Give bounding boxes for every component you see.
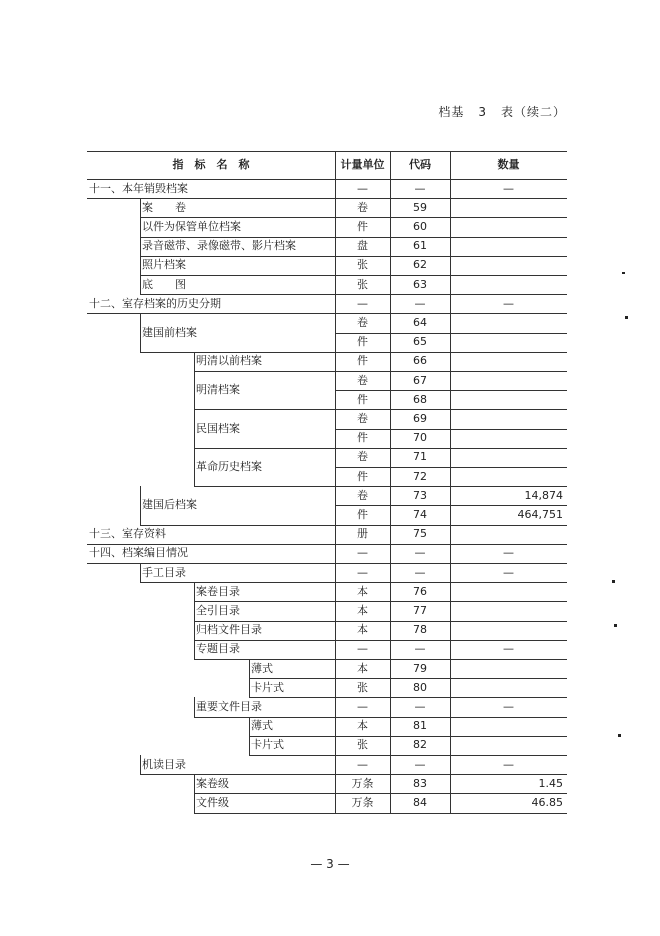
row-qty: — [503, 757, 514, 771]
row-code: 80 [413, 680, 427, 694]
row-code: 71 [413, 450, 427, 464]
row-qty: — [503, 181, 514, 195]
row-label: 归档文件目录 [196, 623, 262, 637]
row-label: 明清以前档案 [196, 354, 262, 368]
form-code-suffix: 表（续二） [500, 105, 566, 119]
row-unit: — [357, 546, 368, 560]
indent-rule [194, 601, 195, 620]
table-rule [450, 467, 451, 486]
indent-rule [194, 640, 195, 659]
indent-rule [140, 755, 141, 774]
row-label: 专题目录 [196, 642, 240, 656]
col-header-qty: 数量 [497, 158, 520, 171]
indent-rule [140, 505, 141, 524]
row-unit: 册 [357, 527, 368, 541]
row-rule [249, 697, 567, 698]
table-rule [450, 217, 451, 236]
row-rule [140, 582, 567, 583]
page-number: — 3 — [310, 857, 350, 871]
col-header-indicator: 指 标 名 称 [172, 158, 250, 171]
scan-speck [618, 734, 621, 737]
indent-rule [249, 717, 250, 736]
row-qty: 464,751 [517, 508, 563, 521]
indent-rule [194, 409, 195, 428]
row-label: 十四、档案编目情况 [89, 546, 188, 560]
table-rule [450, 151, 451, 179]
row-rule [194, 371, 567, 372]
table-rule [450, 333, 451, 352]
row-rule [194, 409, 567, 410]
table-rule [450, 198, 451, 217]
indent-rule [194, 621, 195, 640]
row-code: 79 [413, 661, 427, 675]
row-unit: 卷 [357, 488, 368, 502]
row-label: 以件为保管单位档案 [142, 220, 241, 233]
row-code: 63 [413, 277, 427, 291]
col-header-unit: 计量单位 [340, 158, 385, 171]
table-rule [450, 659, 451, 678]
row-unit: 本 [357, 719, 368, 733]
indent-rule [140, 313, 141, 332]
row-code: 64 [413, 316, 427, 329]
indent-rule [140, 486, 141, 505]
table-rule [450, 717, 451, 736]
indent-rule [194, 697, 195, 716]
row-code: — [414, 565, 426, 579]
row-rule [87, 563, 567, 564]
row-unit: 卷 [357, 412, 368, 425]
indent-rule [249, 736, 250, 755]
indent-rule [140, 275, 141, 294]
row-label: 十三、室存资料 [89, 527, 166, 541]
row-unit: 张 [357, 277, 368, 291]
row-unit: 卷 [357, 450, 368, 464]
indent-rule [194, 448, 195, 467]
row-rule [194, 813, 567, 814]
scan-speck [612, 580, 615, 583]
row-unit: — [357, 181, 368, 195]
row-code: 75 [413, 527, 427, 541]
row-rule [335, 505, 567, 506]
table-rule [450, 448, 451, 467]
row-rule [194, 448, 567, 449]
row-code: 78 [413, 623, 427, 637]
table-rule [450, 237, 451, 256]
row-code: 81 [413, 719, 427, 733]
row-rule [194, 486, 567, 487]
row-code: 70 [413, 431, 427, 445]
form-code-number: 3 [478, 105, 487, 119]
row-rule [140, 774, 567, 775]
table-rule [450, 371, 451, 390]
row-qty: — [503, 546, 514, 560]
table-top-rule [87, 151, 567, 152]
indent-rule [140, 563, 141, 582]
indent-rule [140, 333, 141, 352]
row-unit: — [357, 565, 368, 579]
row-unit: 张 [357, 738, 368, 752]
row-code: 77 [413, 604, 427, 617]
row-unit: 本 [357, 584, 368, 598]
indent-rule [194, 582, 195, 601]
indent-rule [140, 217, 141, 236]
row-rule [87, 313, 567, 314]
row-label: 民国档案 [196, 421, 240, 435]
indent-rule [194, 371, 195, 390]
row-rule [140, 256, 567, 257]
table-rule [450, 256, 451, 275]
row-rule [335, 390, 567, 391]
table-rule [450, 409, 451, 428]
row-label: 文件级 [196, 796, 229, 809]
row-rule [335, 467, 567, 468]
row-label: 照片档案 [142, 258, 186, 272]
row-qty: — [503, 642, 514, 656]
indent-rule [194, 467, 195, 486]
row-unit: — [357, 642, 368, 656]
row-code: — [414, 546, 426, 560]
row-unit: 本 [357, 623, 368, 637]
row-unit: — [357, 296, 368, 310]
col-header-code: 代码 [409, 158, 431, 171]
row-code: 61 [413, 239, 427, 253]
row-rule [87, 198, 567, 199]
row-qty: — [503, 700, 514, 713]
row-unit: 本 [357, 661, 368, 675]
row-unit: 本 [357, 604, 368, 617]
row-code: 67 [413, 373, 427, 387]
row-unit: 件 [357, 335, 368, 349]
row-unit: 盘 [357, 239, 368, 253]
row-label: 手工目录 [142, 565, 186, 579]
indent-rule [249, 678, 250, 697]
row-code: 73 [413, 488, 427, 502]
row-qty: 46.85 [531, 796, 563, 809]
row-label: 全引目录 [196, 604, 240, 617]
row-unit: — [357, 700, 368, 713]
row-unit: 万条 [351, 796, 374, 809]
row-qty: 1.45 [538, 776, 563, 790]
row-rule [335, 333, 567, 334]
row-unit: 件 [357, 469, 368, 483]
row-rule [249, 678, 567, 679]
row-code: — [414, 757, 426, 771]
row-label: 薄式 [251, 719, 273, 733]
row-label: 卡片式 [251, 680, 284, 694]
row-label: 机读目录 [142, 757, 186, 771]
row-rule [140, 275, 567, 276]
row-code: — [414, 181, 426, 195]
indent-rule [194, 793, 195, 812]
row-unit: 万条 [351, 776, 374, 790]
row-label: 革命历史档案 [196, 460, 262, 473]
row-rule [140, 525, 567, 526]
form-header [424, 103, 566, 120]
row-rule [140, 217, 567, 218]
row-label: 底 图 [142, 277, 186, 291]
row-rule [249, 736, 567, 737]
indent-rule [194, 774, 195, 793]
table-rule [450, 390, 451, 409]
row-code: 66 [413, 354, 427, 368]
row-code: 72 [413, 469, 427, 483]
row-rule [140, 294, 567, 295]
table-rule [450, 621, 451, 640]
row-code: 76 [413, 584, 427, 598]
row-code: — [414, 700, 426, 713]
header-bottom-rule [87, 179, 567, 180]
row-code: 60 [413, 220, 427, 233]
row-unit: 张 [357, 258, 368, 272]
row-label: 案卷级 [196, 776, 229, 790]
row-rule [335, 429, 567, 430]
row-label: 卡片式 [251, 738, 284, 752]
indent-rule [194, 352, 195, 371]
row-unit: 件 [357, 431, 368, 445]
row-code: 68 [413, 392, 427, 406]
row-unit: 件 [357, 508, 368, 521]
row-code: 74 [413, 508, 427, 521]
row-code: 82 [413, 738, 427, 752]
row-rule [140, 352, 567, 353]
row-rule [194, 601, 567, 602]
row-unit: — [357, 757, 368, 771]
row-code: — [414, 296, 426, 310]
scan-speck [622, 272, 625, 274]
row-code: — [414, 642, 426, 656]
table-rule [450, 525, 451, 544]
row-rule [249, 755, 567, 756]
row-label: 十二、室存档案的历史分期 [89, 296, 221, 310]
row-unit: 卷 [357, 373, 368, 387]
scan-speck [614, 624, 617, 627]
indent-rule [194, 390, 195, 409]
row-unit: 件 [357, 354, 368, 368]
row-label: 明清档案 [196, 383, 240, 397]
row-label: 十一、本年销毁档案 [89, 181, 188, 195]
table-rule [450, 352, 451, 371]
table-rule [450, 429, 451, 448]
table-rule [450, 582, 451, 601]
row-label: 薄式 [251, 661, 273, 675]
row-unit: 卷 [357, 316, 368, 329]
row-code: 59 [413, 200, 427, 214]
indent-rule [194, 429, 195, 448]
indent-rule [140, 237, 141, 256]
row-code: 69 [413, 412, 427, 425]
row-code: 84 [413, 796, 427, 809]
row-label: 案 卷 [142, 200, 186, 214]
row-qty: — [503, 296, 514, 310]
row-qty: — [503, 565, 514, 579]
row-qty: 14,874 [524, 488, 563, 502]
table-rule [335, 151, 336, 179]
indent-rule [249, 659, 250, 678]
row-code: 65 [413, 335, 427, 349]
form-code-prefix: 档基 [438, 105, 465, 119]
row-unit: 卷 [357, 200, 368, 214]
row-rule [87, 544, 567, 545]
row-code: 83 [413, 776, 427, 790]
table-rule [390, 151, 391, 179]
row-label: 建国后档案 [142, 498, 197, 512]
row-rule [194, 621, 567, 622]
row-label: 录音磁带、录像磁带、影片档案 [142, 239, 296, 253]
indent-rule [140, 256, 141, 275]
row-code: 62 [413, 258, 427, 272]
row-unit: 件 [357, 392, 368, 406]
table-rule [450, 678, 451, 697]
row-rule [140, 237, 567, 238]
row-rule [194, 793, 567, 794]
row-label: 重要文件目录 [196, 700, 262, 713]
row-label: 建国前档案 [142, 325, 197, 339]
table-rule [450, 736, 451, 755]
row-unit: 张 [357, 680, 368, 694]
scan-speck [625, 316, 628, 319]
table-rule [450, 313, 451, 332]
table-rule [450, 275, 451, 294]
row-label: 案卷目录 [196, 584, 240, 598]
row-rule [194, 640, 567, 641]
row-unit: 件 [357, 220, 368, 233]
indent-rule [140, 198, 141, 217]
table-rule [450, 601, 451, 620]
